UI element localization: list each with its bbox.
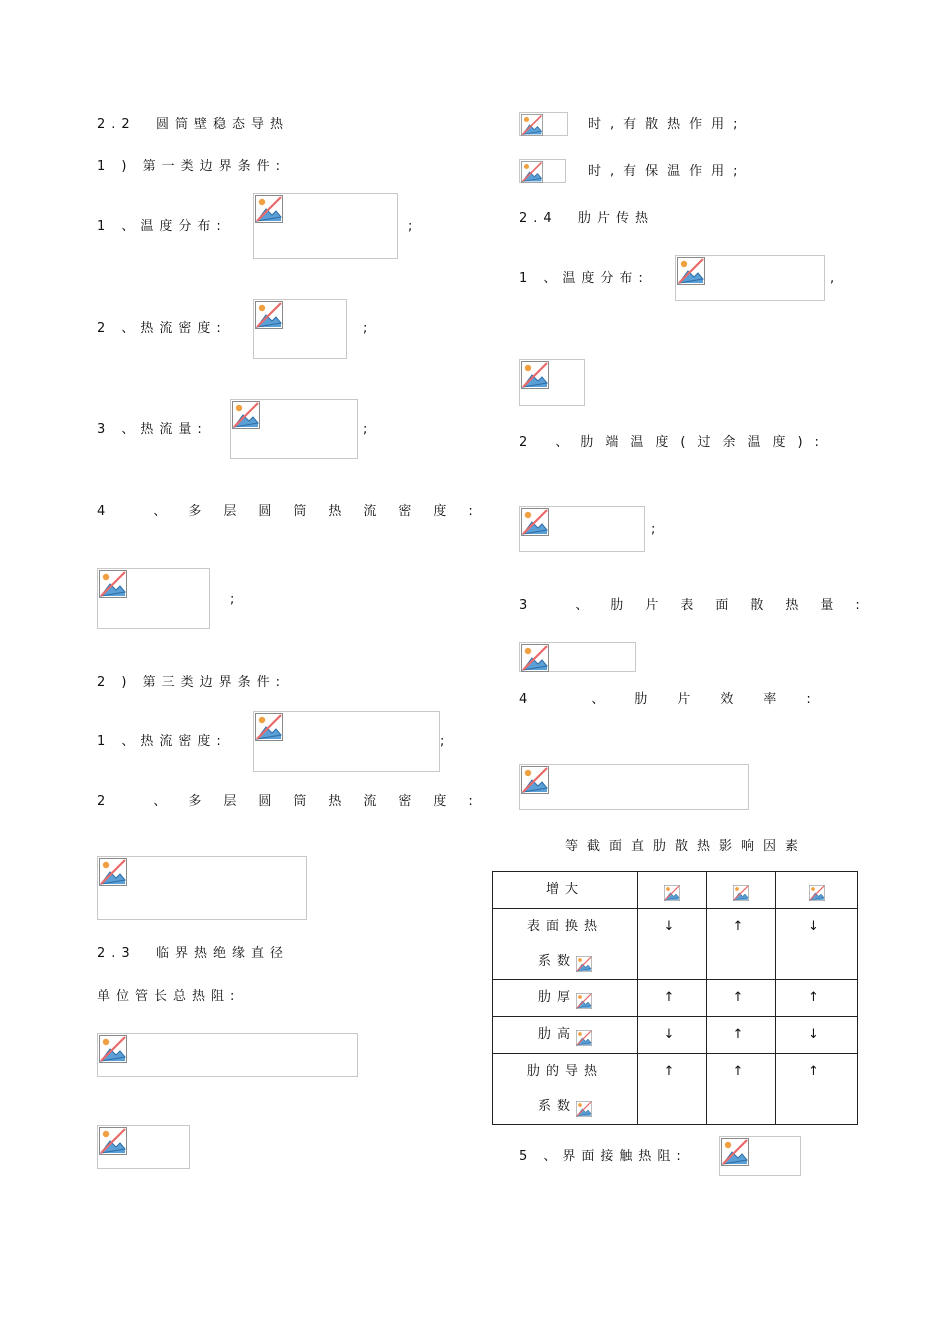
table-header-cell [707, 872, 776, 909]
formula-image [519, 112, 568, 136]
table-row-label [493, 909, 638, 980]
row-label-text: 表面换热 [526, 919, 603, 934]
table-row-label [493, 1017, 638, 1054]
table-row [493, 980, 858, 1017]
broken-image-icon [521, 361, 549, 389]
formula-image [253, 299, 347, 359]
table-cell: ↓ [776, 909, 858, 980]
row-label-text: 肋的导热 [526, 1064, 603, 1079]
influence-factors-table [492, 871, 858, 1125]
formula-image [97, 856, 307, 920]
formula-image [519, 159, 566, 183]
broken-image-icon [255, 195, 283, 223]
formula-image [519, 506, 645, 552]
punct: ; [651, 522, 662, 537]
table-header-row [493, 872, 858, 909]
broken-image-icon [521, 766, 549, 794]
broken-image-icon [521, 114, 543, 136]
broken-image-icon [576, 953, 592, 971]
table-row [493, 909, 858, 980]
temperature-distribution-label: 1 、温度分布: [97, 219, 227, 234]
punct: ; [363, 321, 374, 336]
table-cell: ↑ [707, 909, 776, 980]
broken-image-icon [576, 1026, 592, 1044]
table-header-cell [776, 872, 858, 909]
table-cell: ↑ [638, 1054, 707, 1125]
punct: ; [230, 592, 241, 607]
dissipation-condition-text: 时,有散热作用; [588, 117, 747, 132]
table-row [493, 1054, 858, 1125]
fin-temperature-label: 1 、温度分布: [519, 271, 649, 286]
broken-image-icon [809, 881, 825, 899]
table-cell: ↓ [638, 909, 707, 980]
fin-tip-temperature-label: 2 、肋端温度(过余温度): [519, 435, 831, 450]
table-header-cell [638, 872, 707, 909]
formula-image [519, 764, 749, 810]
unit-length-resistance-label: 单位管长总热阻: [97, 989, 241, 1004]
punct: ; [363, 422, 374, 437]
broken-image-icon [99, 1035, 127, 1063]
multilayer-flux-label: 2 、多层圆筒热流密度: [97, 794, 495, 809]
broken-image-icon [664, 881, 680, 899]
formula-image [253, 711, 440, 772]
section-2-2-heading: 2.2 圆筒壁稳态导热 [97, 117, 289, 132]
heat-flux-density-label: 2 、热流密度: [97, 321, 227, 336]
heat-flow-label: 3 、热流量: [97, 422, 208, 437]
row-label-text: 系数 [537, 1099, 576, 1114]
section-2-4-heading: 2.4 肋片传热 [519, 211, 654, 226]
table-cell: ↓ [638, 1017, 707, 1054]
table-cell: ↓ [776, 1017, 858, 1054]
broken-image-icon [255, 713, 283, 741]
table-row-label [493, 980, 638, 1017]
formula-image [97, 568, 210, 629]
broken-image-icon [99, 858, 127, 886]
multilayer-flux-label: 4 、多层圆筒热流密度: [97, 504, 495, 519]
broken-image-icon [99, 1127, 127, 1155]
table-row-label [493, 1054, 638, 1125]
row-label-text: 系数 [537, 954, 576, 969]
punct: ; [440, 734, 451, 749]
table-cell: ↑ [638, 980, 707, 1017]
formula-image [97, 1125, 190, 1169]
table-cell: ↑ [707, 1054, 776, 1125]
table-cell: ↑ [776, 1054, 858, 1125]
broken-image-icon [99, 570, 127, 598]
punct: ; [408, 219, 419, 234]
table-cell: ↑ [707, 980, 776, 1017]
row-label-line [493, 945, 637, 979]
formula-image [253, 193, 398, 259]
formula-image [519, 359, 585, 406]
formula-image [719, 1136, 801, 1176]
row-label-line [493, 1090, 637, 1124]
broken-image-icon [255, 301, 283, 329]
punct: , [830, 271, 841, 286]
broken-image-icon [677, 257, 705, 285]
insulation-condition-text: 时,有保温作用; [588, 164, 747, 179]
formula-image [675, 255, 825, 301]
table-cell: ↑ [707, 1017, 776, 1054]
broken-image-icon [721, 1138, 749, 1166]
formula-image [230, 399, 358, 459]
broken-image-icon [521, 161, 543, 183]
table-row [493, 1017, 858, 1054]
heat-flux-density-label: 1 、热流密度: [97, 734, 227, 749]
table-header-cell: 增大 [493, 872, 638, 909]
contact-resistance-label: 5 、界面接触热阻: [519, 1149, 687, 1164]
formula-image [97, 1033, 358, 1077]
broken-image-icon [733, 881, 749, 899]
table-cell: ↑ [776, 980, 858, 1017]
row-label-text: 肋高 [537, 1027, 576, 1042]
third-boundary-heading: 2 ) 第三类边界条件: [97, 675, 286, 690]
section-2-3-heading: 2.3 临界热绝缘直径 [97, 946, 289, 961]
fin-efficiency-label: 4 、肋片效率: [519, 692, 841, 707]
row-label-text: 肋厚 [537, 990, 576, 1005]
broken-image-icon [576, 989, 592, 1007]
first-boundary-heading: 1 ) 第一类边界条件: [97, 159, 286, 174]
broken-image-icon [232, 401, 260, 429]
fin-heat-dissipation-label: 3 、肋片表面散热量: [519, 598, 882, 613]
broken-image-icon [576, 1098, 592, 1116]
table-title: 等截面直肋散热影响因素 [565, 839, 808, 854]
broken-image-icon [521, 508, 549, 536]
formula-image [519, 642, 636, 672]
broken-image-icon [521, 644, 549, 672]
